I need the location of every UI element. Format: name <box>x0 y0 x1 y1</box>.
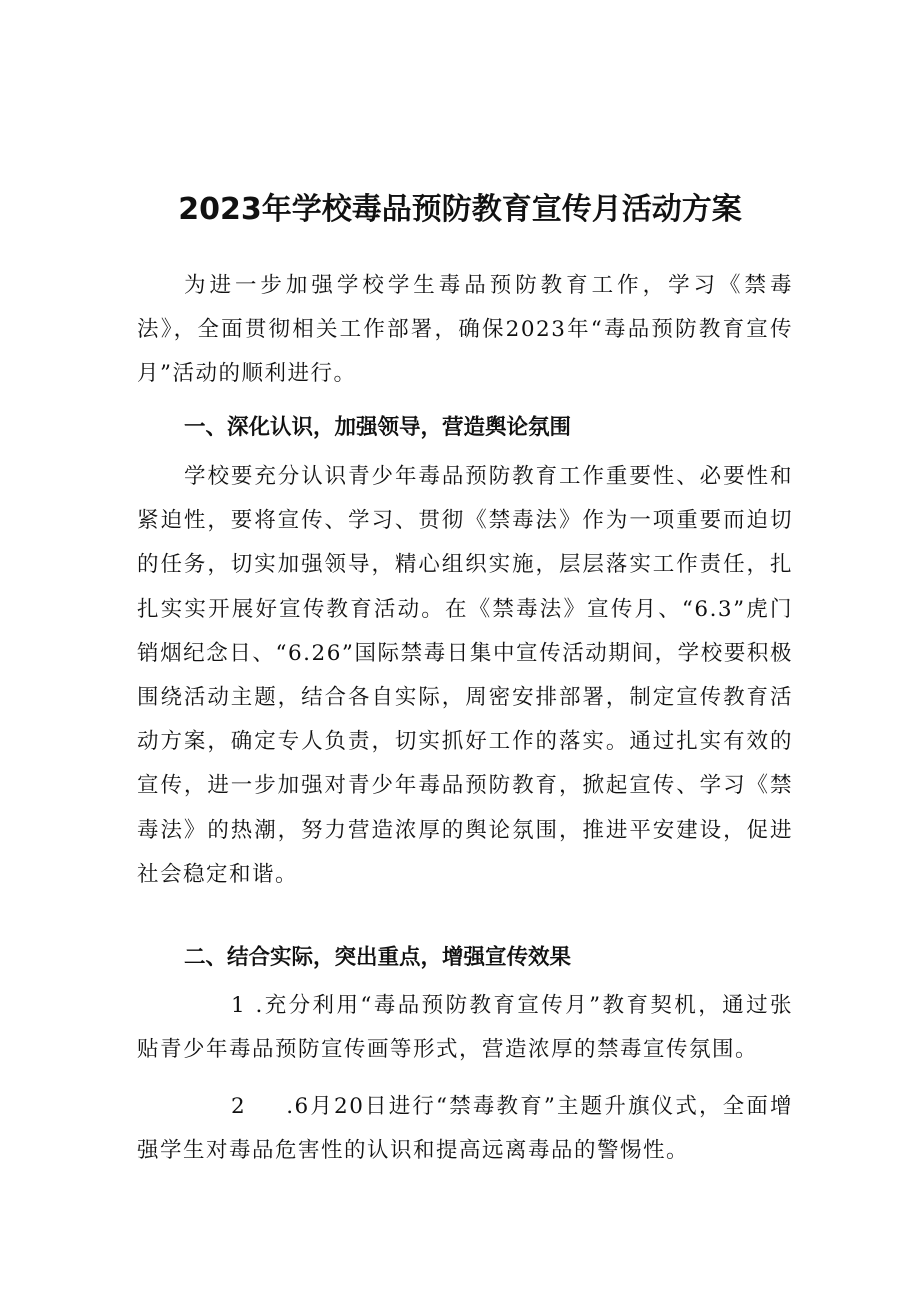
document-title: 2023年学校毒品预防教育宣传月活动方案 <box>178 192 742 228</box>
intro-paragraph: 为进一步加强学校学生毒品预防教育工作，学习《禁毒法》，全面贯彻相关工作部署，确保2023年“毒品预防教育宣传月”活动的顺利进行。 <box>137 273 793 387</box>
section-2-item-1 <box>137 984 793 1072</box>
section-2-item-2 <box>137 1085 793 1173</box>
section-2-heading: 二、结合实际，突出重点，增强宣传效果 <box>184 945 572 970</box>
item-2-number: 2 <box>231 1094 247 1119</box>
item-1-text: .充分利用“毒品预防教育宣传月”教育契机，通过张贴青少年毒品预防宣传画等形式，营造浓厚的禁毒宣传氛围。 <box>137 993 793 1063</box>
section-1-heading: 一、深化认识，加强领导，营造舆论氛围 <box>184 415 572 440</box>
item-2-text: .6月20日进行“禁毒教育”主题升旗仪式，全面增强学生对毒品危害性的认识和提高远离毒品的警惕性。 <box>137 1094 793 1164</box>
section-1-body: 学校要充分认识青少年毒品预防教育工作重要性、必要性和紧迫性，要将宣传、学习、贯彻《禁毒法》作为一项重要而迫切的任务，切实加强领导，精心组织实施，层层落实工作责任，扎扎实实开展好宣传教育活动。在《禁毒法》宣传月、“6.3”虎门销烟纪念日、“6.26”国际禁毒日集中宣传活动期间，学校要积极围绕活动主题，结合各自实际，周密安排部署，制定宣传教育活动方案，确定专人负责，切实抓好工作的落实。通过扎实有效的宣传，进一步加强对青少年毒品预防教育，掀起宣传、学习《禁毒法》的热潮，努力营造浓厚的舆论氛围，推进平安建设，促进社会稳定和谐。 <box>137 464 793 887</box>
item-1-number: 1 <box>231 993 247 1018</box>
